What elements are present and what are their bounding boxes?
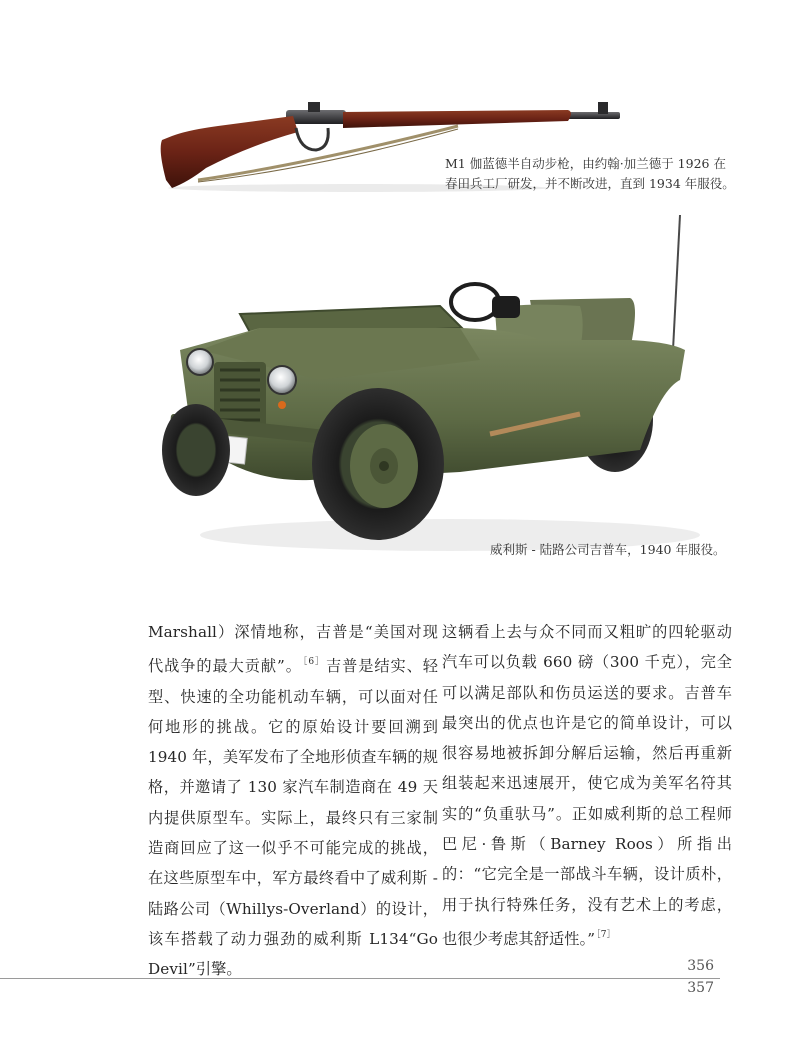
text-run: 吉普是结实、轻型、快速的全功能机动车辆，可以面对任何地形的挑战。它的原始设计要回溯到 1940 年，美军发布了全地形侦查车辆的规格，并邀请了 130 家汽车制造商在 49 天内提供原型车。实际上，最终只有三家制造商回应了这一似乎不可能完成的挑战，在这些原型车中，军方最终看中了威利斯 - 陆路公司（Whillys-Overland）的设计，该车搭载了动力强劲的威利斯 L134“Go Devil”引擎。 <box>148 657 439 979</box>
rifle-trigger-guard <box>296 128 328 150</box>
willys-jeep-photo <box>160 210 720 570</box>
paragraph <box>148 617 438 985</box>
footnote-ref: ［6］ <box>302 657 325 668</box>
rifle-receiver <box>286 110 346 124</box>
text-run: 这辆看上去与众不同而又粗旷的四轮驱动汽车可以负载 660 磅（300 千克），完全可以满足部队和伤员运送的要求。吉普车最突出的优点也许是它的简单设计，可以很容易地被拆卸分解后运输，然后再重新组装起来迅速展开，使它成为美军名符其实的“负重驮马”。正如威利斯的总工程师巴尼·鲁斯（Barney Roos）所指出的：“它完全是一部战斗车辆，设计质朴，用于执行特殊任务，没有艺术上的考虑，也很少考虑其舒适性。” <box>442 623 732 948</box>
rifle-rear-sight <box>308 102 320 112</box>
text-column-right <box>442 617 732 954</box>
jeep-steering-wheel <box>451 284 499 320</box>
text-run: Marshall）深情地称，吉普是“美国对现代战争的最大贡献”。 <box>148 623 438 676</box>
rifle-caption: M1 伽蓝德半自动步枪，由约翰·加兰德于 1926 在春田兵工厂研发，并不断改进，直到 1934 年服役。 <box>445 156 735 191</box>
jeep-caption: 威利斯 - 陆路公司吉普车，1940 年服役。 <box>490 542 726 557</box>
rifle-stock <box>161 116 298 188</box>
jeep-antenna <box>673 215 680 350</box>
jeep-far-front-wheel <box>162 404 230 496</box>
jeep-headlight-right <box>268 366 296 394</box>
footer-rule <box>0 978 720 979</box>
page-number-bottom: 357 <box>687 980 714 996</box>
jeep-front-wheel <box>312 388 444 540</box>
jeep-indicator-light <box>278 401 286 409</box>
page-number-top: 356 <box>687 958 714 974</box>
rifle-front-sight <box>598 102 608 114</box>
jeep-mirror <box>492 296 520 318</box>
paragraph <box>442 617 732 954</box>
text-column-left <box>148 617 438 985</box>
footnote-ref: ［7］ <box>596 929 616 940</box>
jeep-headlight-left <box>187 349 213 375</box>
